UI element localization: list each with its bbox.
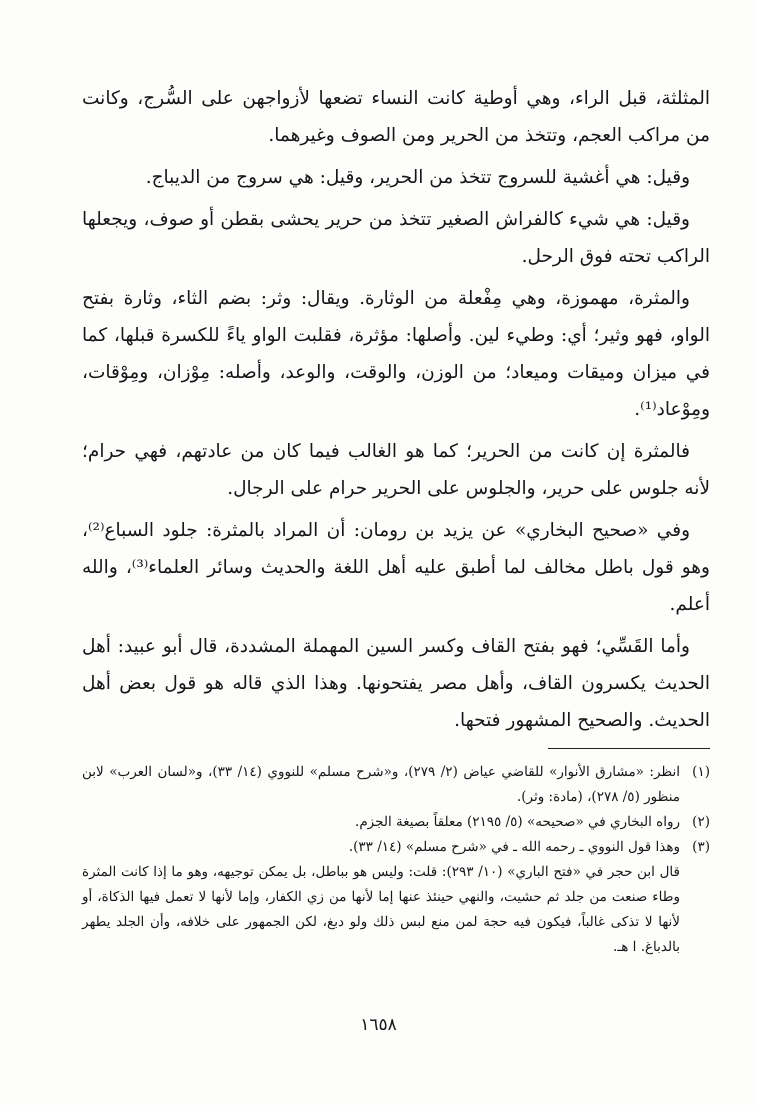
footnote-text: قال ابن حجر في «فتح الباري» (١٠/ ٢٩٣): قلت: وليس هو بباطل، بل يمكن توجيهه، وهو ما إذا كانت المثرة وطاء صنعت من جلد ثم حشيت، والنهي حينئذ عنها إما لأنها من زي الكفار، وإما لأنها لا تعمل فيها الذكاة، أو لأنها لا تذكى غالباً، فيكون فيه حجة لمن منع لبس ذلك ولو دبغ، لكن الجمهور على خلافه، وأن الجلد يطهر بالدباغ. ا هـ. bbox=[82, 864, 680, 955]
footnote bbox=[82, 810, 710, 835]
paragraph: والمثرة، مهموزة، وهي مِفْعلة من الوثارة. ويقال: وثر: بضم الثاء، وثارة بفتح الواو، فهو وثير؛ أي: وطيء لين. وأصلها: مؤثرة، فقلبت الواو ياءً للكسرة قبلها، كما في ميزان وميقات وميعاد؛ من الوزن، والوقت، والوعد، وأصله: مِوْزان، ومِوْقات، ومِوْعاد⁽¹⁾. bbox=[82, 288, 710, 420]
footnote-continuation bbox=[82, 860, 710, 960]
footnote-text: انظر: «مشارق الأنوار» للقاضي عياض (٢/ ٢٧٩)، و«شرح مسلم» للنووي (١٤/ ٣٣)، و«لسان العرب» لابن منظور (٥/ ٢٧٨)، (مادة: وثر). bbox=[82, 764, 681, 805]
paragraph: المثلثة، قبل الراء، وهي أوطية كانت النساء تضعها لأزواجهن على السُّرج، وكانت من مراكب العجم، وتتخذ من الحرير ومن الصوف وغيرهما. bbox=[82, 88, 710, 146]
footnote-number: (٣) bbox=[692, 839, 710, 855]
footnote-text: رواه البخاري في «صحيحه» (٥/ ٢١٩٥) معلقاً بصيغة الجزم. bbox=[355, 814, 680, 830]
page-number: ١٦٥٨ bbox=[360, 1015, 397, 1035]
paragraph: وفي «صحيح البخاري» عن يزيد بن رومان: أن المراد بالمثرة: جلود السباع⁽²⁾، وهو قول باطل مخالف لما أطبق عليه أهل اللغة والحديث وسائر العلماء⁽³⁾، والله أعلم. bbox=[82, 520, 710, 615]
footnote-number: (٢) bbox=[692, 814, 710, 830]
footnote-separator bbox=[548, 748, 710, 749]
paragraph: وقيل: هي شيء كالفراش الصغير تتخذ من حرير يحشى بقطن أو صوف، ويجعلها الراكب تحته فوق الرحل. bbox=[82, 209, 710, 267]
paragraph: وأما القَسِّي؛ فهو بفتح القاف وكسر السين المهملة المشددة، قال أبو عبيد: أهل الحديث يكسرون القاف، وأهل مصر يفتحونها. وهذا الذي قاله هو قول بعض أهل الحديث. والصحيح المشهور فتحها. bbox=[82, 636, 710, 731]
footnote-number: (١) bbox=[692, 764, 710, 780]
footnote-text: وهذا قول النووي ـ رحمه الله ـ في «شرح مسلم» (١٤/ ٣٣). bbox=[348, 839, 680, 855]
paragraph: وقيل: هي أغشية للسروج تتخذ من الحرير، وقيل: هي سروج من الديباج. bbox=[145, 167, 690, 188]
paragraph: فالمثرة إن كانت من الحرير؛ كما هو الغالب فيما كان من عادتهم، فهي حرام؛ لأنه جلوس على حرير، والجلوس على الحرير حرام على الرجال. bbox=[82, 441, 710, 499]
main-text bbox=[82, 80, 710, 744]
footnotes bbox=[82, 760, 710, 960]
footnote bbox=[82, 835, 710, 860]
footnote bbox=[82, 760, 710, 810]
